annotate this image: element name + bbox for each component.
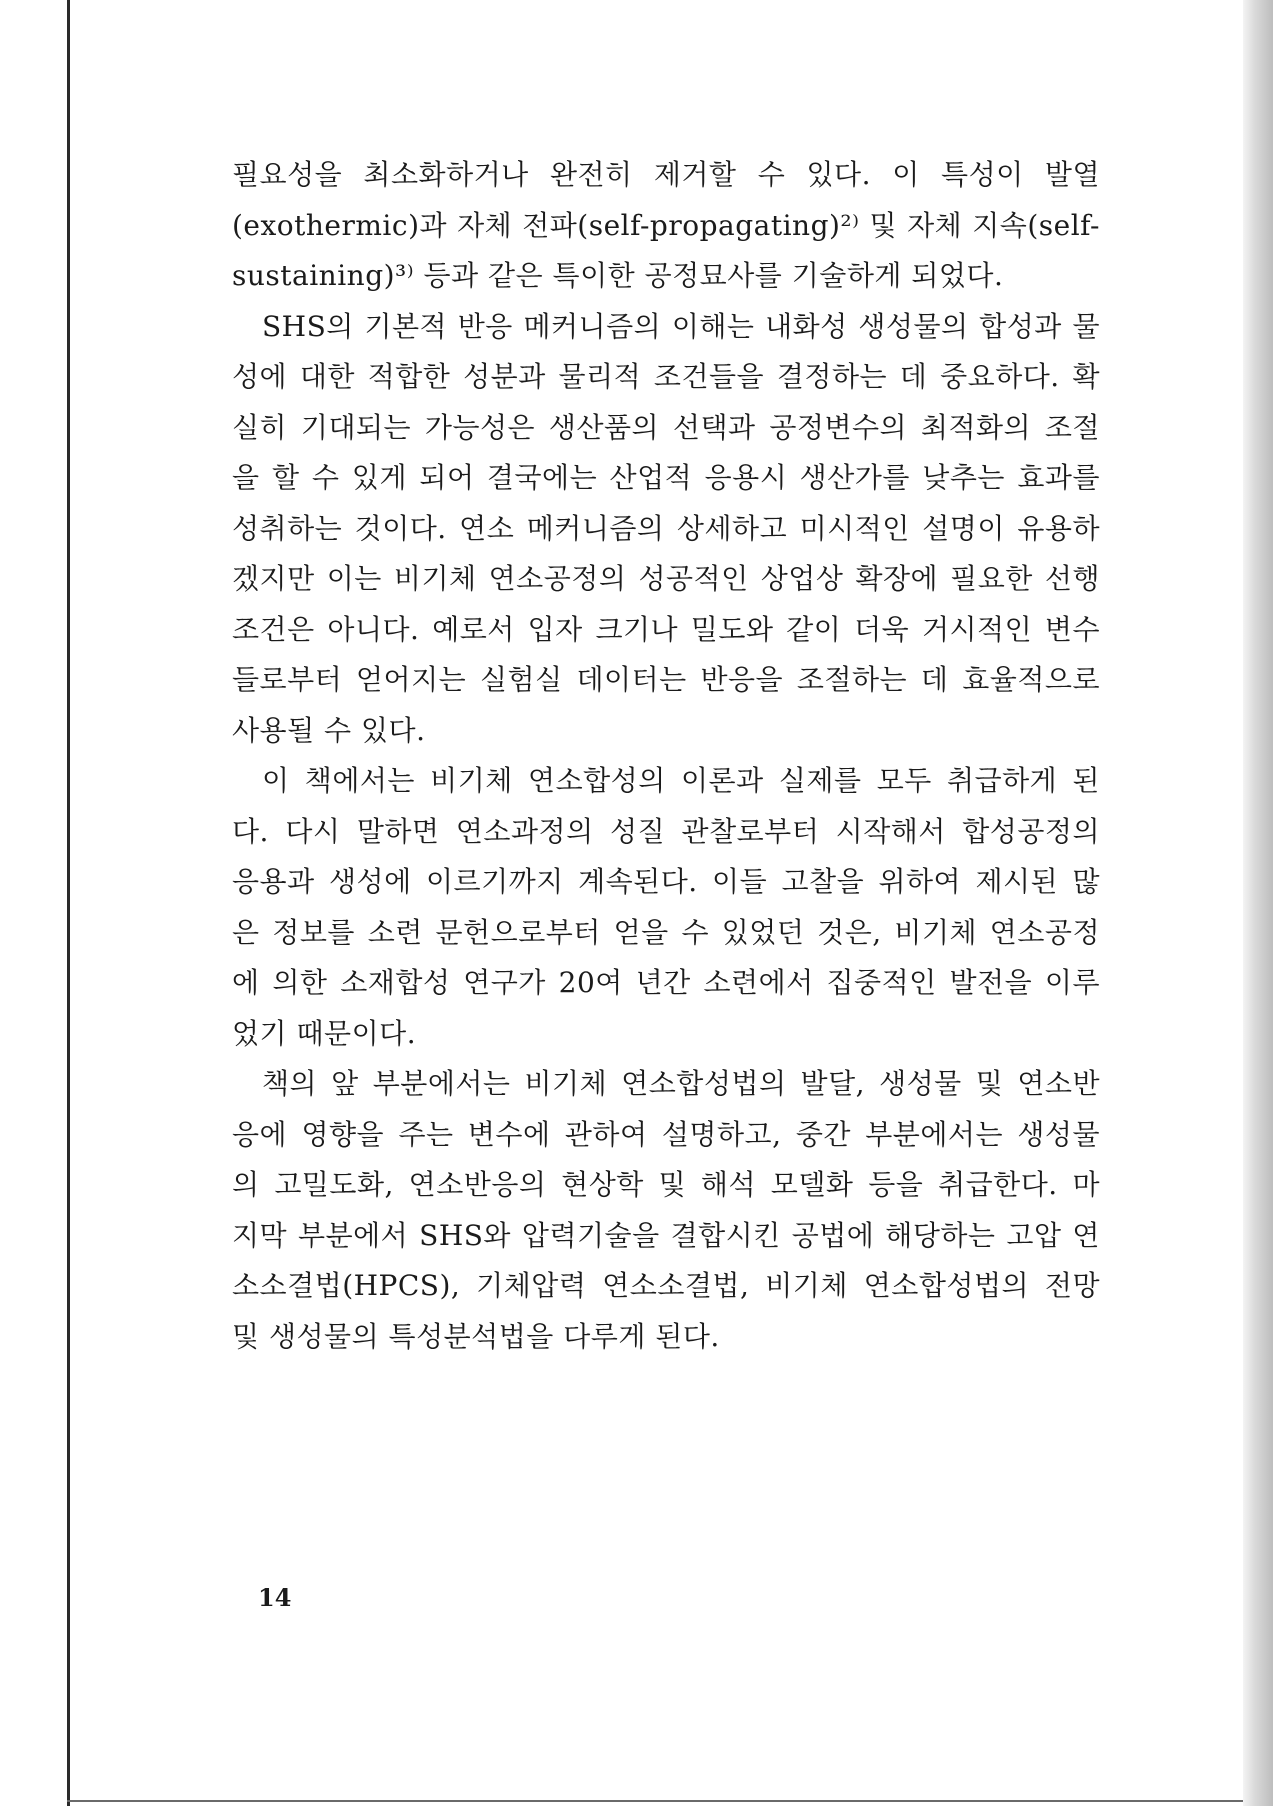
page-right-shadow <box>1243 0 1273 1806</box>
text-line: 및 생성물의 특성분석법을 다루게 된다. <box>232 1319 720 1353</box>
body-text <box>232 150 1100 1362</box>
text-line: 들로부터 얻어지는 실험실 데이터는 반응을 조절하는 데 효율적으로 <box>232 663 1100 696</box>
text-line: 은 정보를 소련 문헌으로부터 얻을 수 있었던 것은, 비기체 연소공정 <box>232 915 1100 949</box>
text-line: 실히 기대되는 가능성은 생산품의 선택과 공정변수의 최적화의 조절 <box>232 410 1100 444</box>
text-line: 겠지만 이는 비기체 연소공정의 성공적인 상업상 확장에 필요한 선행 <box>232 562 1100 595</box>
text-line: 이 책에서는 비기체 연소합성의 이론과 실제를 모두 취급하게 된 <box>262 764 1100 797</box>
text-line: 조건은 아니다. 예로서 입자 크기나 밀도와 같이 더욱 거시적인 변수 <box>232 612 1100 646</box>
text-line: 었기 때문이다. <box>232 1016 417 1050</box>
text-line: 에 의한 소재합성 연구가 20여 년간 소련에서 집중적인 발전을 이루 <box>232 966 1100 999</box>
text-line: 필요성을 최소화하거나 완전히 제거할 수 있다. 이 특성이 발열 <box>232 158 1100 191</box>
text-line: 을 할 수 있게 되어 결국에는 산업적 응용시 생산가를 낮추는 효과를 <box>232 461 1100 494</box>
text-line: 성취하는 것이다. 연소 메커니즘의 상세하고 미시적인 설명이 유용하 <box>232 511 1100 545</box>
text-line: (exothermic)과 자체 전파(self-propagating)²⁾ 및 자체 지속(self- <box>232 208 1100 242</box>
text-line: 책의 앞 부분에서는 비기체 연소합성법의 발달, 생성물 및 연소반 <box>262 1067 1100 1100</box>
text-line: 다. 다시 말하면 연소과정의 성질 관찰로부터 시작해서 합성공정의 <box>232 814 1100 848</box>
page-number: 14 <box>258 1583 292 1612</box>
text-line: 소소결법(HPCS), 기체압력 연소소결법, 비기체 연소합성법의 전망 <box>232 1269 1100 1302</box>
text-line: 의 고밀도화, 연소반응의 현상학 및 해석 모델화 등을 취급한다. 마 <box>232 1168 1100 1201</box>
text-line: sustaining)³⁾ 등과 같은 특이한 공정묘사를 기술하게 되었다. <box>232 259 1004 292</box>
text-line: 사용될 수 있다. <box>232 713 426 747</box>
text-line: 응에 영향을 주는 변수에 관하여 설명하고, 중간 부분에서는 생성물 <box>232 1117 1100 1151</box>
text-line: 성에 대한 적합한 성분과 물리적 조건들을 결정하는 데 중요하다. 확 <box>232 360 1100 393</box>
text-line: SHS의 기본적 반응 메커니즘의 이해는 내화성 생성물의 합성과 물 <box>262 309 1100 343</box>
text-line: 지막 부분에서 SHS와 압력기술을 결합시킨 공법에 해당하는 고압 연 <box>232 1218 1100 1252</box>
text-line: 응용과 생성에 이르기까지 계속된다. 이들 고찰을 위하여 제시된 많 <box>232 865 1100 898</box>
page-bottom-edge <box>67 1800 1247 1802</box>
